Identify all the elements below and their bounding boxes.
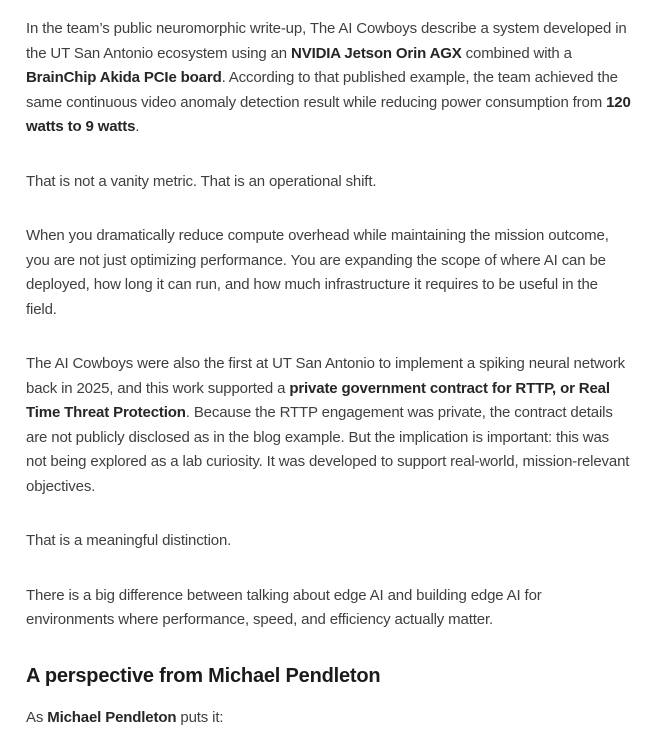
body-text: As [26,708,48,726]
paragraph [26,224,631,322]
body-text: . According to that published example, the team achieved the same continuous video anomaly detection result while reducing power consumption from [26,69,618,111]
body-text: puts it: [176,708,224,726]
bold-text: private government contract for RTTP, or Real Time Threat Protection [26,379,610,421]
body-text: There is a big difference between talking about edge AI and building edge AI for environments where performance, speed, and efficiency actually matter. [26,586,542,628]
bold-text: BrainChip Akida PCIe board [26,69,222,86]
paragraph [26,352,631,499]
paragraph [26,706,631,731]
body-text: That is a meaningful distinction. [26,532,232,549]
bold-text: Michael Pendleton [47,708,177,726]
body-text: When you dramatically reduce compute overhead while maintaining the mission outcome, you are not just optimizing performance. You are expanding the scope of where AI can be deployed, how long it can run, and how much infrastructure it requires to be useful in the field. [26,227,609,318]
bold-text: 120 watts to 9 watts [26,93,631,135]
section-heading: A perspective from Michael Pendleton [26,664,381,687]
body-text: That is not a vanity metric. That is an operational shift. [26,172,377,190]
bold-text: NVIDIA Jetson Orin AGX [291,44,462,62]
body-text: . Because the RTTP engagement was private, the contract details are not publicly disclosed as in the blog example. But the implication is important: this was not being explored as a lab curiosity. It was developed to support real-world, mission-relevant objectives. [26,404,630,495]
paragraph [26,170,631,195]
paragraph [26,584,631,633]
body-text: The AI Cowboys were also the first at UT San Antonio to implement a spiking neural network back in 2025, and this work supported a [26,355,626,397]
body-text: . [135,118,140,135]
paragraph [26,529,631,554]
paragraph [26,17,631,140]
body-text: combined with a [461,44,572,62]
body-text: In the team’s public neuromorphic write-up, The AI Cowboys describe a system developed in the UT San Antonio ecosystem using an [26,20,627,62]
